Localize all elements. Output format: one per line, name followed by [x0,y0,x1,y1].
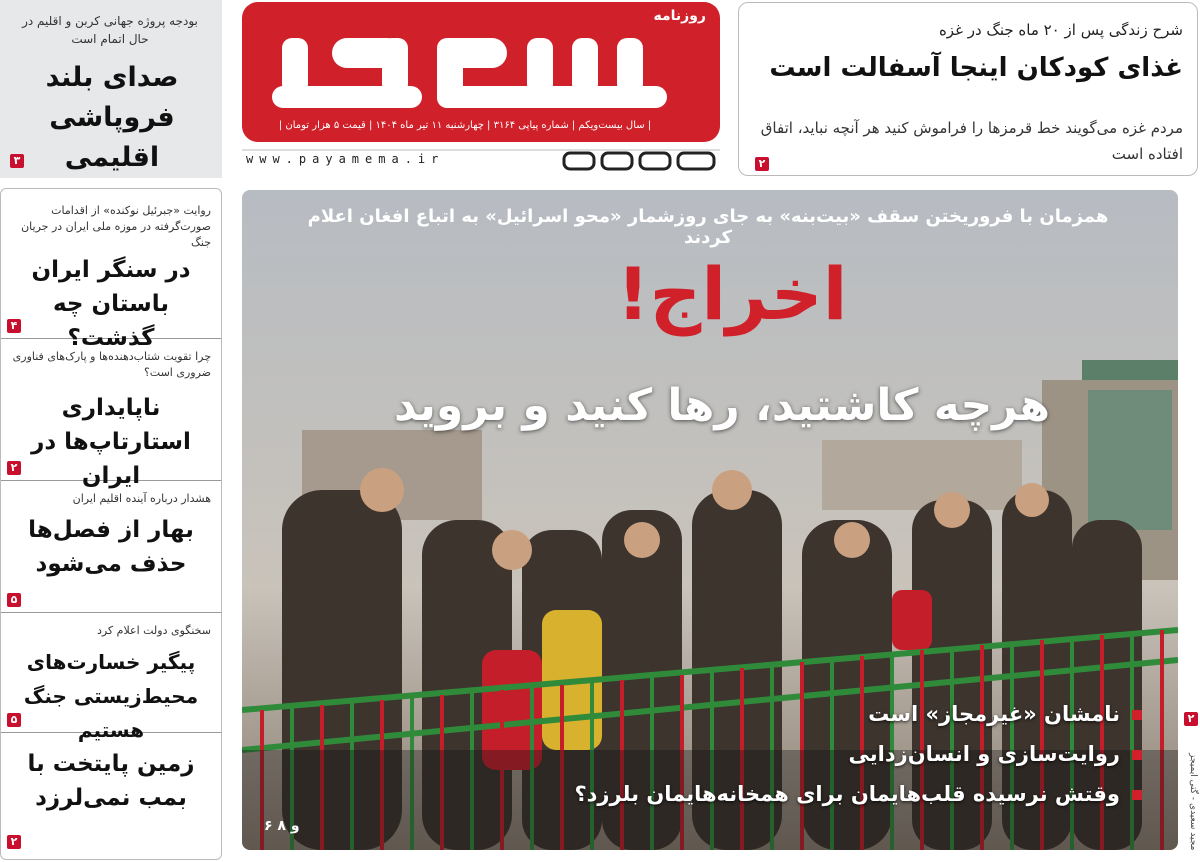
left-story-page-badge: ۴ [7,319,21,333]
left-story-kicker: سخنگوی دولت اعلام کرد [96,624,211,637]
right-top-summary: مردم غزه می‌گویند خط قرمزها را فراموش کنید هر آنچه نباید، اتفاق افتاده است [760,119,1183,163]
masthead-url[interactable]: www.payamema.ir [246,152,445,166]
left-story-kicker: هشدار درباره آینده اقلیم ایران [72,492,211,505]
right-top-kicker: شرح زندگی پس از ۲۰ ماه جنگ در غزه [938,21,1183,39]
main-page-reference: ۶ و ۸ [264,818,300,834]
masthead-decoration-icon [560,147,720,173]
left-story-headline[interactable]: پیگیر خسارت‌های محیط‌زیستی جنگ هستیم [23,650,199,742]
left-story-3[interactable] [1,481,221,613]
left-top-story[interactable] [0,0,222,178]
left-story-2[interactable] [1,339,221,489]
main-bullet[interactable]: روایت‌سازی و انسان‌زدایی [522,734,1142,774]
photo-page-badge: ۲ [1184,712,1198,726]
right-top-page-badge: ۲ [755,157,769,171]
main-photo-story[interactable] [242,190,1178,850]
right-top-headline[interactable]: غذای کودکان اینجا آسفالت است [769,53,1183,83]
square-bullet-icon [1132,790,1142,800]
left-story-page-badge: ۵ [7,593,21,607]
left-story-kicker: روایت «جبرئیل نوکنده» از اقدامات صورت‌گرفته در موزه ملی ایران در جریان جنگ [21,204,211,249]
left-story-headline[interactable]: ناپایداری استارتاپ‌ها در ایران [31,395,191,489]
square-bullet-icon [1132,710,1142,720]
main-bullet[interactable]: وقتش نرسیده قلب‌هایمان برای همخانه‌هایمان بلرزد؟ [522,774,1142,814]
left-story-1[interactable] [1,189,221,351]
left-story-page-badge: ۵ [7,713,21,727]
right-top-story[interactable] [738,2,1198,176]
left-story-4[interactable] [1,613,221,742]
left-story-headline[interactable]: زمین پایتخت با بمب نمی‌لرزد [27,751,195,811]
photo-credit: مجید سعیدی - گتی ایمیجز [1188,752,1198,850]
left-story-headline[interactable]: در سنگر ایران باستان چه گذشت؟ [31,257,191,351]
left-story-kicker: چرا تقویت شتاب‌دهنده‌ها و پارک‌های فناوری ضروری است؟ [12,350,211,379]
left-top-headline[interactable]: صدای بلند فروپاشی اقلیمی [45,62,179,173]
masthead-issue-info: | سال بیست‌ویکم | شماره پیاپی ۳۱۶۴ | چهارشنبه ۱۱ تیر ماه ۱۴۰۴ | قیمت ۵ هزار تومان | [278,120,652,131]
main-bullet[interactable]: نامشان «غیرمجاز» است [522,694,1142,734]
main-kicker: همزمان با فروریختن سقف «بیت‌بنه» به جای روزشمار «محو اسرائیل» به اتباع افغان اعلام کردند [307,206,1109,248]
masthead-logo [262,16,682,116]
left-story-5[interactable] [1,733,221,859]
left-column [0,188,222,860]
square-bullet-icon [1132,750,1142,760]
main-bullet-list [522,694,1142,814]
left-top-page-badge: ۳ [10,154,24,168]
left-story-page-badge: ۲ [7,835,21,849]
left-story-page-badge: ۲ [7,461,21,475]
left-top-kicker: بودجه پروژه جهانی کربن و اقلیم در حال اتمام است [22,14,198,46]
masthead-label: روزنامه [653,8,706,24]
left-story-headline[interactable]: بهار از فصل‌ها حذف می‌شود [28,517,194,577]
main-subheadline: هرچه کاشتید، رها کنید و بروید [393,380,1051,431]
main-headline[interactable]: اخراج! [616,252,848,336]
